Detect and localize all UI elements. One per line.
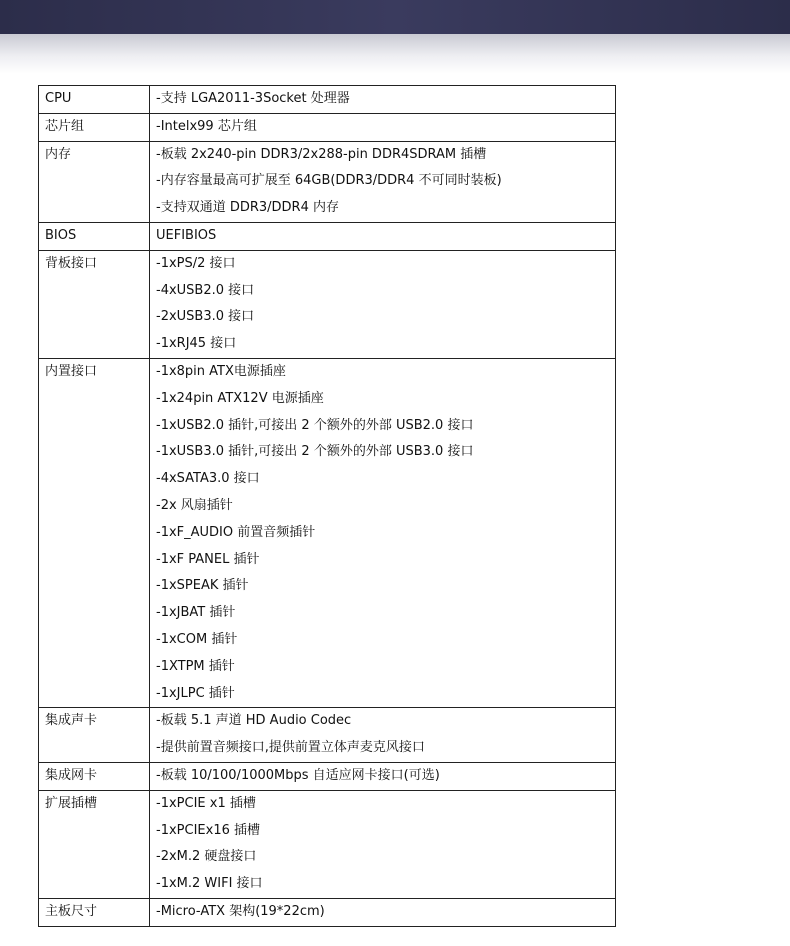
spec-value-line: -2x 风扇插针 [156,497,233,513]
spec-value-line: -2xUSB3.0 接口 [156,309,255,325]
spec-label: BIOS [39,222,150,250]
spec-value-line: -1xM.2 WIFI 接口 [156,876,263,892]
spec-value-line: -1xSPEAK 插针 [156,578,249,594]
spec-value [150,898,616,926]
spec-value-line: -1xPCIE x1 插槽 [156,795,256,811]
spec-table-body [39,86,616,927]
spec-value-line: -支持双通道 DDR3/DDR4 内存 [156,200,339,216]
banner-shadow [0,34,790,74]
spec-value-line: -板载 5.1 声道 HD Audio Codec [156,713,352,729]
spec-label: 背板接口 [39,250,150,358]
spec-value [150,358,616,707]
spec-value [150,141,616,222]
spec-value-line: -1xUSB2.0 插针,可接出 2 个额外的外部 USB2.0 接口 [156,417,474,433]
spec-value [150,86,616,114]
spec-label: 内存 [39,141,150,222]
spec-label: 集成网卡 [39,762,150,790]
spec-value [150,113,616,141]
spec-row [39,898,616,926]
spec-value-line: -1x24pin ATX12V 电源插座 [156,390,324,406]
spec-row [39,250,616,358]
spec-value-line: -2xM.2 硬盘接口 [156,849,257,865]
spec-value-line: -1xPCIEx16 插槽 [156,822,260,838]
spec-row [39,790,616,898]
spec-value-line: -1xF_AUDIO 前置音频插针 [156,524,316,540]
spec-label: CPU [39,86,150,114]
spec-value [150,250,616,358]
spec-row [39,113,616,141]
spec-value-line: -1xCOM 插针 [156,631,238,647]
spec-value-line: -1xUSB3.0 插针,可接出 2 个额外的外部 USB3.0 接口 [156,444,474,460]
spec-value-line: -1XTPM 插针 [156,658,235,674]
spec-value [150,790,616,898]
spec-label: 内置接口 [39,358,150,707]
spec-value-line: -1xJLPC 插针 [156,685,235,701]
spec-label: 芯片组 [39,113,150,141]
spec-row [39,222,616,250]
spec-value-line: -4xSATA3.0 接口 [156,471,260,487]
spec-value [150,708,616,763]
spec-table [38,85,616,927]
spec-value-line: -板载 10/100/1000Mbps 自适应网卡接口(可选) [156,767,440,783]
spec-value-line: -Micro-ATX 架构(19*22cm) [156,903,325,919]
spec-value-line: -1xF PANEL 插针 [156,551,260,567]
spec-value [150,222,616,250]
spec-label: 扩展插槽 [39,790,150,898]
spec-value-line: -1xRJ45 接口 [156,336,237,352]
spec-label: 集成声卡 [39,708,150,763]
spec-label: 主板尺寸 [39,898,150,926]
spec-row [39,141,616,222]
spec-row [39,762,616,790]
spec-row [39,86,616,114]
spec-value-line: -提供前置音频接口,提供前置立体声麦克风接口 [156,740,425,756]
spec-value-line: -1xJBAT 插针 [156,605,236,621]
spec-row [39,708,616,763]
spec-value-line: -1x8pin ATX电源插座 [156,363,286,379]
spec-value-line: -内存容量最高可扩展至 64GB(DDR3/DDR4 不可同时装板) [156,173,502,189]
spec-value-line: -板载 2x240-pin DDR3/2x288-pin DDR4SDRAM 插槽 [156,146,487,162]
spec-row [39,358,616,707]
spec-value-line: -Intelx99 芯片组 [156,118,257,134]
spec-value-line: -1xPS/2 接口 [156,255,236,271]
header-banner [0,0,790,34]
spec-value-line: -支持 LGA2011-3Socket 处理器 [156,91,350,106]
spec-value-line: UEFIBIOS [156,227,217,243]
spec-value [150,762,616,790]
spec-value-line: -4xUSB2.0 接口 [156,282,255,298]
